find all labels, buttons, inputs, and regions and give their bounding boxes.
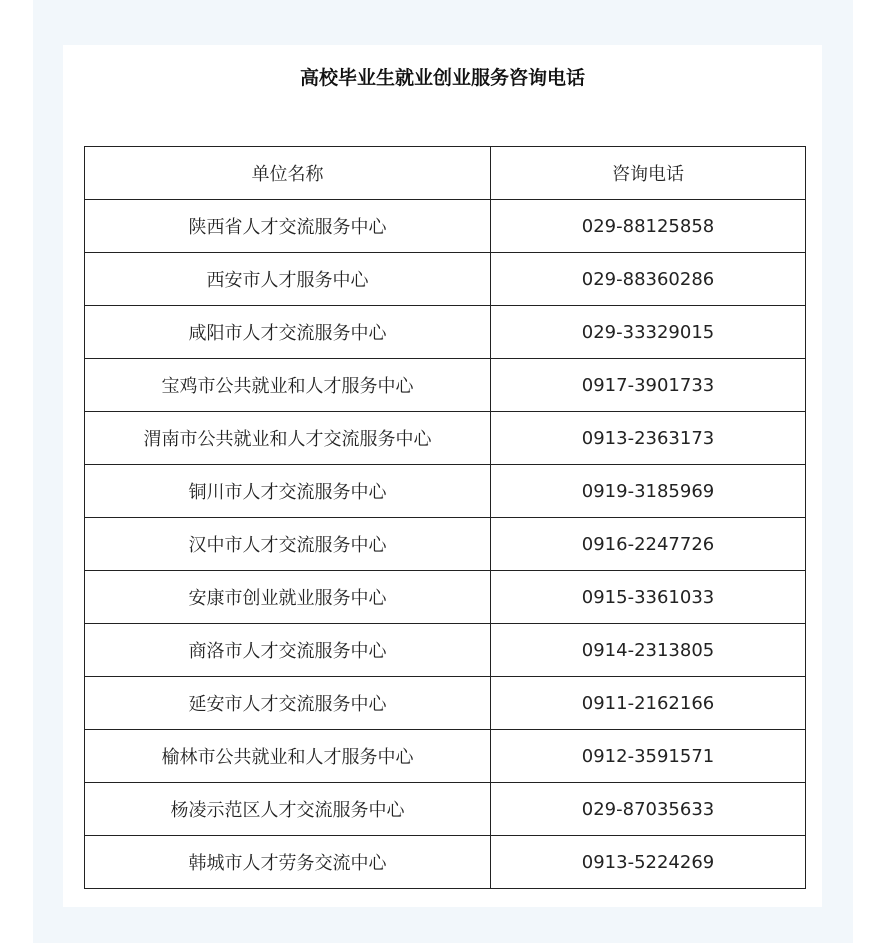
unit-name-cell: 陕西省人才交流服务中心 bbox=[85, 200, 491, 253]
phone-cell: 0913-5224269 bbox=[491, 836, 806, 889]
phone-cell: 0915-3361033 bbox=[491, 571, 806, 624]
unit-name-cell: 商洛市人才交流服务中心 bbox=[85, 624, 491, 677]
table-row bbox=[85, 571, 806, 624]
unit-name-cell: 宝鸡市公共就业和人才服务中心 bbox=[85, 359, 491, 412]
table-row bbox=[85, 412, 806, 465]
phone-cell: 029-87035633 bbox=[491, 783, 806, 836]
phone-cell: 0917-3901733 bbox=[491, 359, 806, 412]
unit-name-cell: 汉中市人才交流服务中心 bbox=[85, 518, 491, 571]
table-row bbox=[85, 253, 806, 306]
phone-cell: 0911-2162166 bbox=[491, 677, 806, 730]
table-row bbox=[85, 677, 806, 730]
table-row bbox=[85, 783, 806, 836]
table-row bbox=[85, 518, 806, 571]
table-row bbox=[85, 306, 806, 359]
table-row bbox=[85, 465, 806, 518]
unit-name-cell: 延安市人才交流服务中心 bbox=[85, 677, 491, 730]
unit-name-cell: 安康市创业就业服务中心 bbox=[85, 571, 491, 624]
content-card bbox=[63, 45, 822, 907]
unit-name-cell: 渭南市公共就业和人才交流服务中心 bbox=[85, 412, 491, 465]
table-row bbox=[85, 624, 806, 677]
table-row bbox=[85, 836, 806, 889]
unit-name-cell: 韩城市人才劳务交流中心 bbox=[85, 836, 491, 889]
contact-table bbox=[84, 146, 806, 889]
table-row bbox=[85, 359, 806, 412]
unit-name-cell: 西安市人才服务中心 bbox=[85, 253, 491, 306]
header-phone: 咨询电话 bbox=[491, 147, 806, 200]
phone-cell: 0912-3591571 bbox=[491, 730, 806, 783]
table-row bbox=[85, 730, 806, 783]
phone-cell: 0919-3185969 bbox=[491, 465, 806, 518]
unit-name-cell: 咸阳市人才交流服务中心 bbox=[85, 306, 491, 359]
unit-name-cell: 榆林市公共就业和人才服务中心 bbox=[85, 730, 491, 783]
table-header-row bbox=[85, 147, 806, 200]
page-title: 高校毕业生就业创业服务咨询电话 bbox=[299, 67, 585, 89]
phone-cell: 029-33329015 bbox=[491, 306, 806, 359]
phone-cell: 0916-2247726 bbox=[491, 518, 806, 571]
unit-name-cell: 杨凌示范区人才交流服务中心 bbox=[85, 783, 491, 836]
phone-cell: 029-88125858 bbox=[491, 200, 806, 253]
phone-cell: 0914-2313805 bbox=[491, 624, 806, 677]
phone-cell: 0913-2363173 bbox=[491, 412, 806, 465]
header-unit-name: 单位名称 bbox=[85, 147, 491, 200]
unit-name-cell: 铜川市人才交流服务中心 bbox=[85, 465, 491, 518]
table-row bbox=[85, 200, 806, 253]
phone-cell: 029-88360286 bbox=[491, 253, 806, 306]
